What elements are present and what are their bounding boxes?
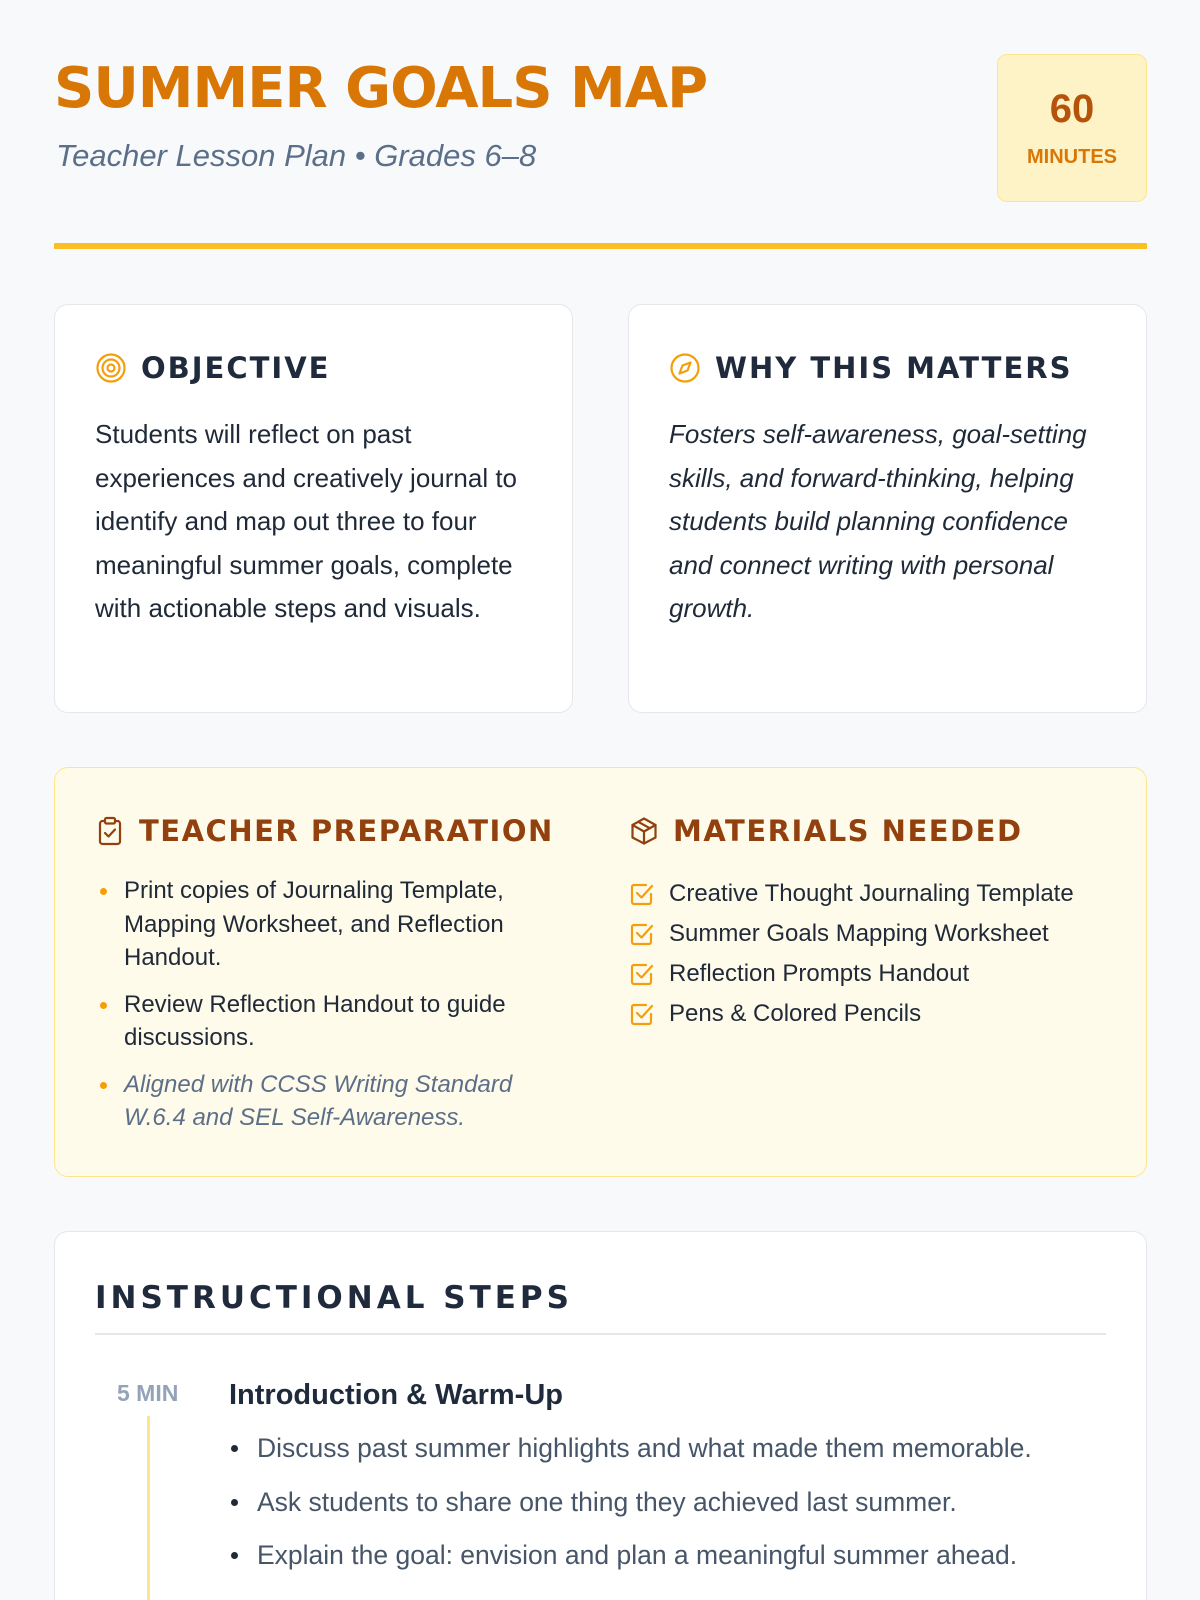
- timeline-line: [147, 1416, 150, 1600]
- checkbox-checked-icon: [629, 1001, 655, 1027]
- step-bullet-text: Explain the goal: envision and plan a meaningful summer ahead.: [257, 1540, 1018, 1570]
- material-item-text: Summer Goals Mapping Worksheet: [669, 920, 1049, 947]
- preparation-list: [98, 874, 538, 1148]
- step-bullet-text: Discuss past summer highlights and what made them memorable.: [257, 1433, 1032, 1463]
- preparation-item-text: Print copies of Journaling Template, Mapping Worksheet, and Reflection Handout.: [124, 877, 504, 971]
- list-item: [98, 988, 538, 1055]
- list-item: [229, 1484, 1109, 1538]
- objective-card: [54, 304, 573, 713]
- bullet-icon: [231, 1445, 238, 1452]
- page-subtitle: Teacher Lesson Plan • Grades 6–8: [56, 138, 537, 173]
- why-heading: WHY THIS MATTERS: [715, 351, 1073, 385]
- list-item: [229, 1537, 1109, 1591]
- clipboard-check-icon: [95, 816, 125, 846]
- preparation-heading: TEACHER PREPARATION: [139, 814, 554, 848]
- bullet-icon: [100, 1082, 107, 1089]
- materials-header: [629, 814, 1023, 848]
- steps-divider: [95, 1333, 1106, 1335]
- why-card: [628, 304, 1147, 713]
- list-item: [229, 1430, 1109, 1484]
- checkbox-checked-icon: [629, 961, 655, 987]
- list-item: [98, 1068, 538, 1135]
- package-icon: [629, 816, 659, 846]
- duration-unit: MINUTES: [1027, 146, 1117, 168]
- material-item-text: Reflection Prompts Handout: [669, 960, 970, 987]
- step-title: Introduction & Warm-Up: [229, 1379, 563, 1411]
- step-bullet-list: [229, 1430, 1109, 1591]
- why-header: [669, 351, 1073, 385]
- bullet-icon: [231, 1499, 238, 1506]
- materials-heading: MATERIALS NEEDED: [673, 814, 1023, 848]
- materials-list: [629, 874, 1129, 1034]
- objective-text: Students will reflect on past experiences and creatively journal to identify and map out three to four meaningful summer goals, complete with actionable steps and visuals.: [95, 419, 518, 623]
- page-title: SUMMER GOALS MAP: [54, 56, 708, 121]
- objective-header: [95, 351, 330, 385]
- standards-note: Aligned with CCSS Writing Standard W.6.4 and SEL Self-Awareness.: [124, 1070, 513, 1131]
- checkbox-checked-icon: [629, 921, 655, 947]
- list-item: [629, 914, 1129, 954]
- target-icon: [95, 352, 127, 384]
- lesson-header: [54, 52, 1147, 202]
- bullet-icon: [100, 1002, 107, 1009]
- steps-heading: INSTRUCTIONAL STEPS: [95, 1280, 573, 1316]
- header-divider: [54, 243, 1147, 249]
- material-item-text: Creative Thought Journaling Template: [669, 880, 1074, 907]
- list-item: [629, 994, 1129, 1034]
- preparation-item-text: Review Reflection Handout to guide discussions.: [124, 990, 506, 1051]
- objective-heading: OBJECTIVE: [141, 351, 331, 385]
- preparation-header: [95, 814, 554, 848]
- checkbox-checked-icon: [629, 881, 655, 907]
- step-duration: 5 MIN: [117, 1380, 179, 1406]
- compass-icon: [669, 352, 701, 384]
- list-item: [98, 874, 538, 975]
- preparation-panel: [54, 767, 1147, 1177]
- why-text: Fosters self-awareness, goal-setting skills, and forward-thinking, helping students build planning confidence and connect writing with personal growth.: [669, 419, 1087, 623]
- material-item-text: Pens & Colored Pencils: [669, 1000, 922, 1027]
- list-item: [629, 874, 1129, 914]
- bullet-icon: [100, 888, 107, 895]
- duration-badge: [997, 54, 1147, 202]
- bullet-icon: [231, 1552, 238, 1559]
- step-bullet-text: Ask students to share one thing they achieved last summer.: [257, 1486, 957, 1517]
- instructional-steps-card: [54, 1231, 1147, 1600]
- list-item: [629, 954, 1129, 994]
- duration-value: 60: [1049, 87, 1095, 131]
